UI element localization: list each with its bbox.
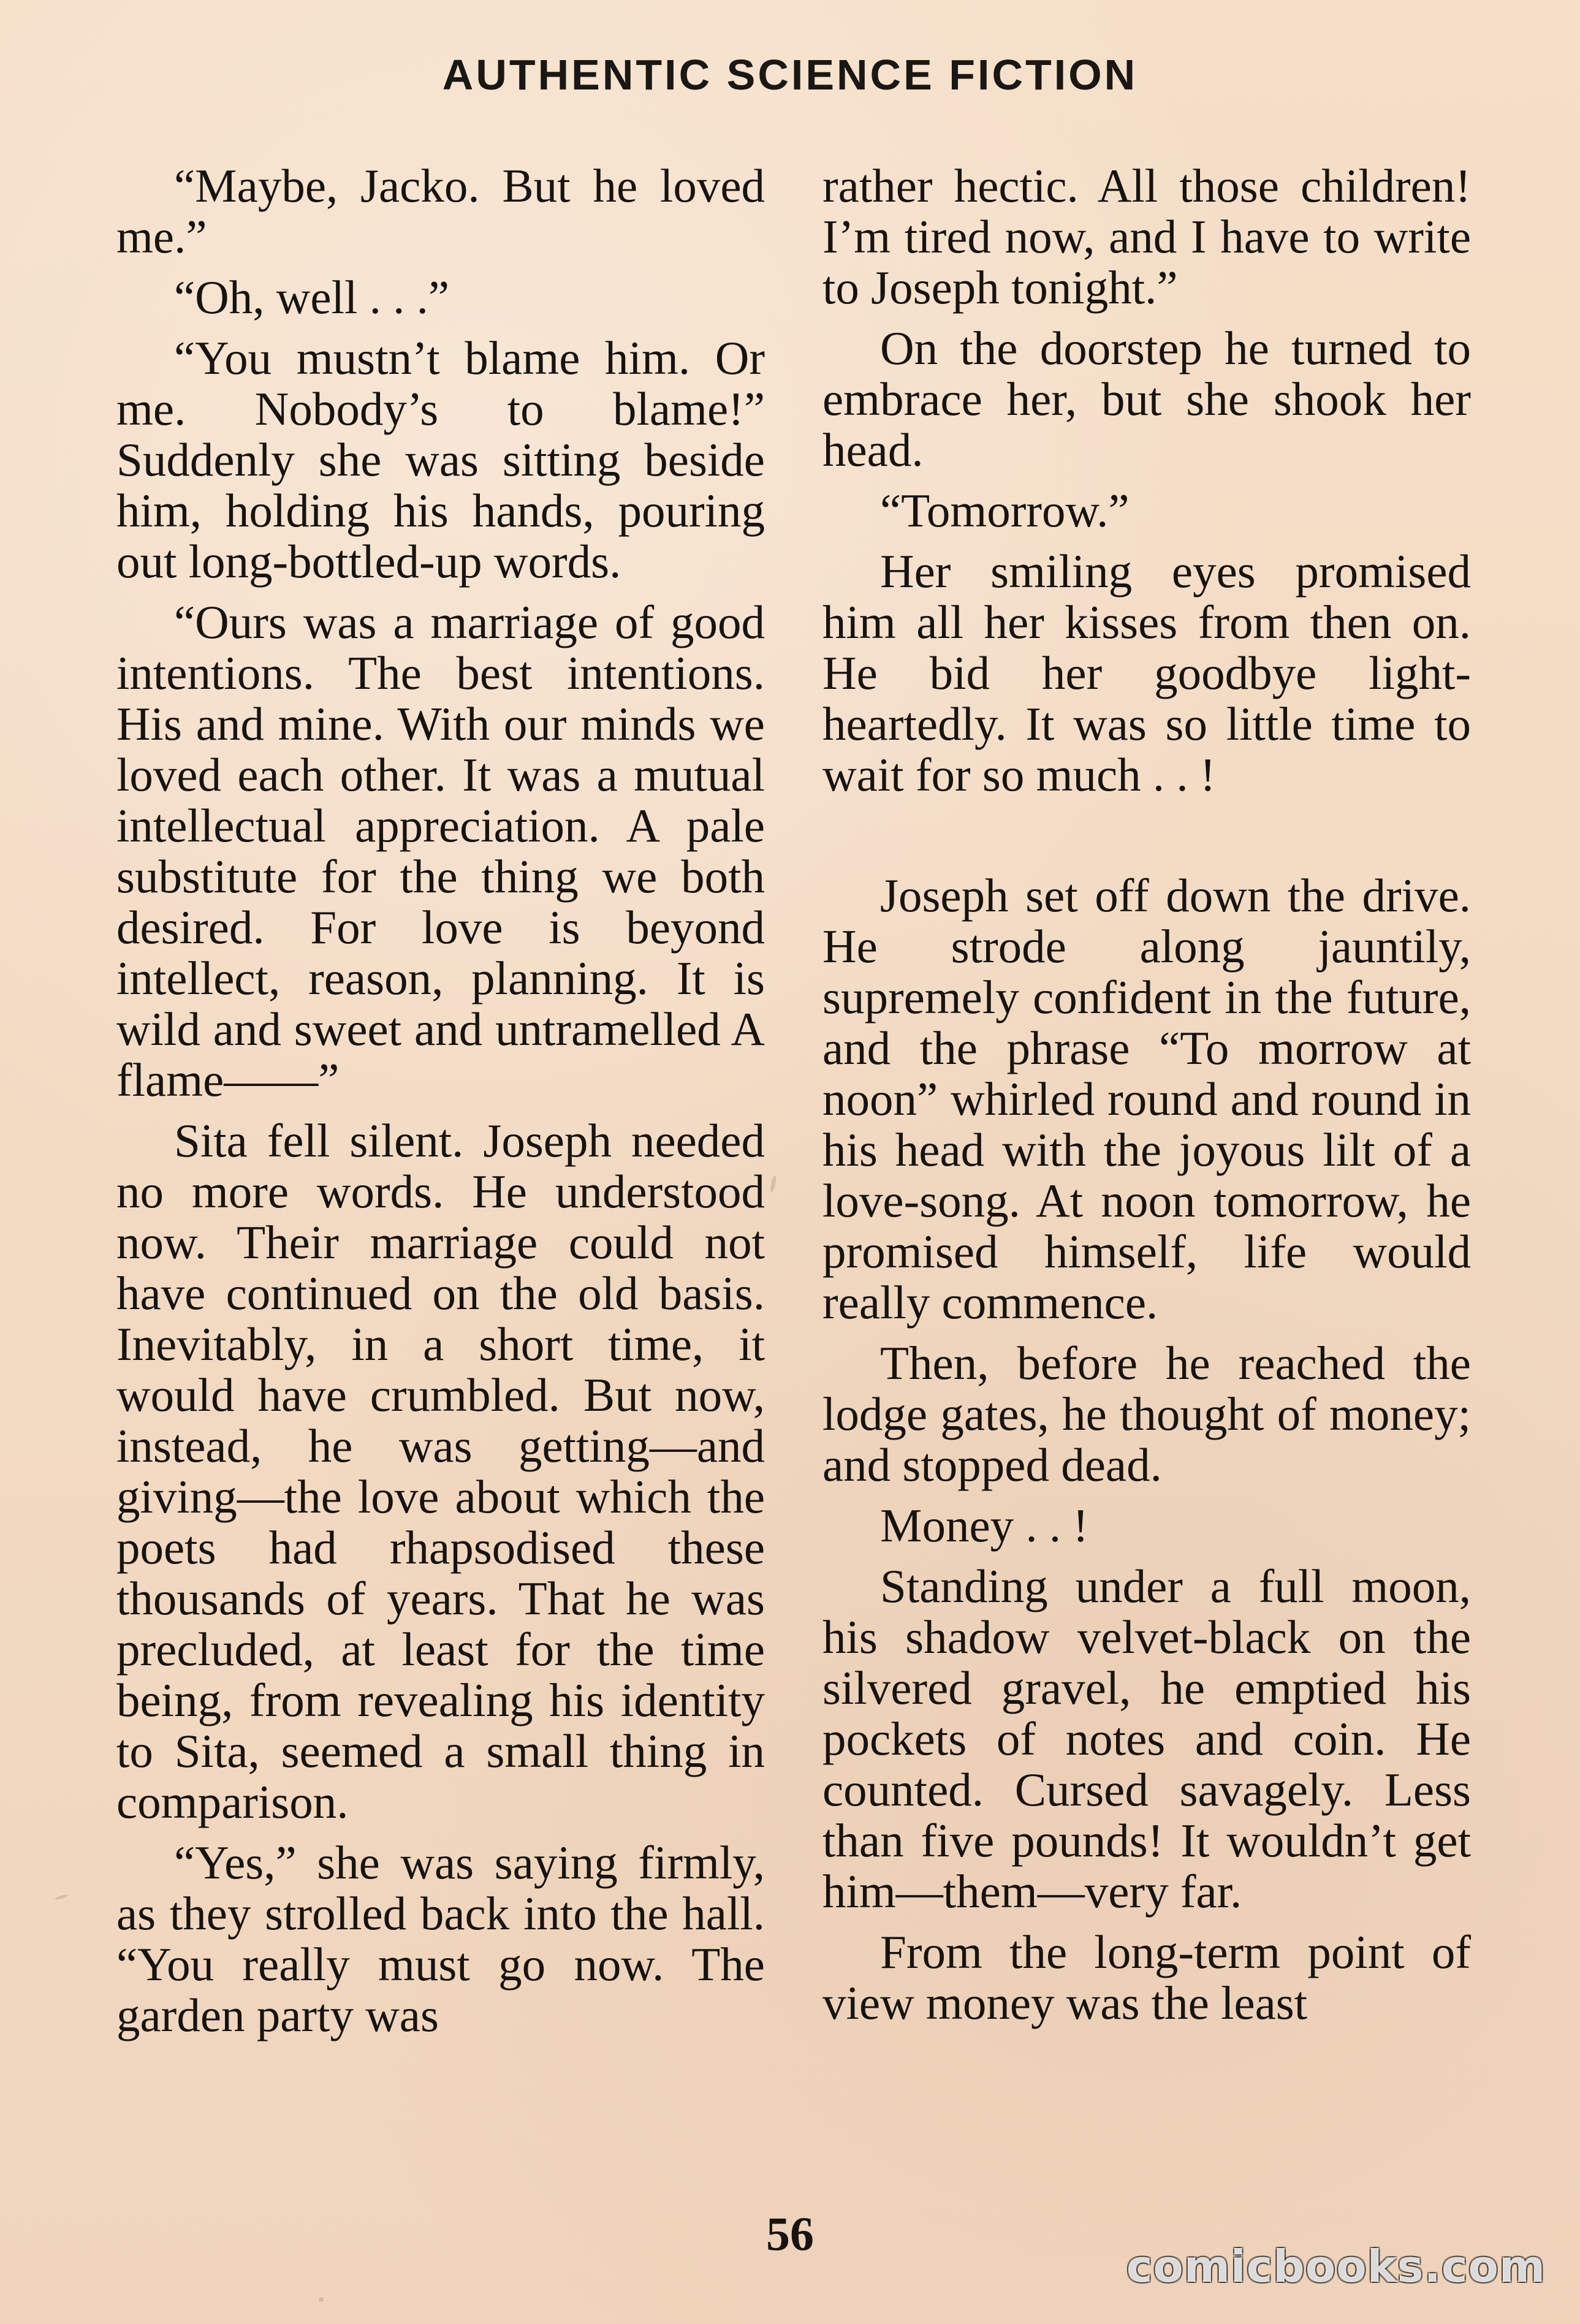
- right-paragraph-1: On the doorstep he turned to embrace her, but she shook her head.: [822, 322, 1471, 476]
- right-paragraph-3: Her smiling eyes promised him all her kisses from then on. He bid her goodbye light-heartedly. It was so little time to wait for so much . . !: [822, 545, 1471, 801]
- right-paragraph-2: “Tomorrow.”: [880, 484, 1130, 537]
- paper-speck: [769, 1175, 777, 1193]
- paper-speck: [55, 1894, 68, 1901]
- left-paragraph-4: “Ours was a marriage of good intentions. The best intentions. His and mine. With our minds we loved each other. It was a mutual intellectual appreciation. A pale substitute for the thing we both desired. For love is beyond intellect, reason, planning. It is wild and sweet and untramelled A flame——”: [116, 596, 765, 1106]
- left-paragraph-6: “Yes,” she was saying firmly, as they strolled back into the hall. “You really must go now. The garden party was: [116, 1836, 765, 2041]
- site-watermark: comicbooks.com: [1126, 2241, 1546, 2292]
- right-text-column: [822, 161, 1471, 2038]
- right-paragraph-7: Standing under a full moon, his shadow velvet-black on the silvered gravel, he emptied his pockets of notes and coin. He counted. Cursed savagely. Less than five pounds! It wouldn’t get him—them—very far.: [822, 1560, 1471, 1918]
- paper-speck: [319, 2297, 324, 2302]
- left-text-column: [116, 161, 765, 2051]
- right-paragraph-6: Money . . !: [880, 1499, 1089, 1552]
- section-break-space: [822, 810, 1471, 870]
- page-header: AUTHENTIC SCIENCE FICTION: [442, 51, 1138, 99]
- left-paragraph-2: “Oh, well . . .”: [174, 271, 450, 324]
- right-paragraph-5: Then, before he reached the lodge gates, he thought of money; and stopped dead.: [822, 1337, 1471, 1491]
- left-paragraph-5: Sita fell silent. Joseph needed no more words. He understood now. Their marriage could not have continued on the old basis. Inevitably, in a short time, it would have crumbled. But now, instead, he was getting—and giving—the love about which the poets had rhapsodised these thousands of years. That he was precluded, at least for the time being, from revealing his identity to Sita, seemed a small thing in comparison.: [116, 1114, 765, 1828]
- left-paragraph-3: “You mustn’t blame him. Or me. Nobody’s to blame!” Suddenly she was sitting beside him, holding his hands, pouring out long-bottled-up words.: [116, 332, 765, 588]
- page-number: 56: [766, 2207, 814, 2260]
- right-paragraph-continued: rather hectic. All those children! I’m tired now, and I have to write to Joseph tonight.”: [822, 159, 1471, 314]
- left-paragraph-1: “Maybe, Jacko. But he loved me.”: [116, 159, 765, 263]
- right-paragraph-8: From the long-term point of view money was the least: [822, 1926, 1471, 2029]
- right-paragraph-4: Joseph set off down the drive. He strode along jauntily, supremely confident in the future, and the phrase “To morrow at noon” whirled round and round in his head with the joyous lilt of a love-song. At noon tomorrow, he promised himself, life would really commence.: [822, 869, 1471, 1329]
